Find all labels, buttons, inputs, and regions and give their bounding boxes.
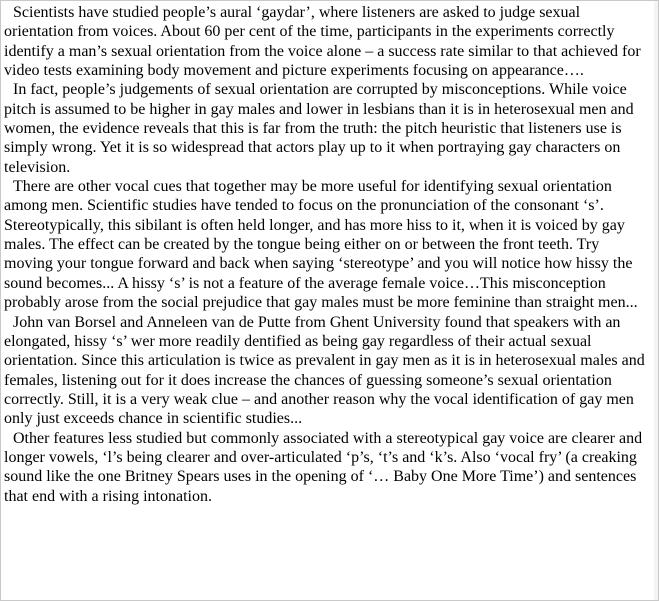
paragraph-2: In fact, people’s judgements of sexual orientation are corrupted by misconceptions. While voice pitch is assumed to be higher in gay males and lower in lesbians than it is in heterosexual men and women, the evidence reveals that this is far from the truth: the pitch heuristic that listeners use is simply wrong. Yet it is so widespread that actors play up to it when portraying gay characters on television. bbox=[4, 81, 634, 176]
scrollbar-track[interactable] bbox=[654, 1, 658, 600]
paragraph-4: John van Borsel and Anneleen van de Putte from Ghent University found that speakers with an elongated, hissy ‘s’ wer more readily dentified as being gay regardless of their actual sexual orientation. Since this articulation is twice as prevalent in gay men as it is in heterosexual males and females, listening out for it does increase the chances of guessing someone’s sexual orientation correctly. Still, it is a very weak clue – and another reason why the vocal identification of gay men only just exceeds chance in scientific studies... bbox=[4, 313, 645, 428]
paragraph-5: Other features less studied but commonly associated with a stereotypical gay voice are clearer and longer vowels, ‘l’s being clearer and over-articulated ‘p’s, ‘t’s and ‘k’s. Also ‘vocal fry’ (a creaking sound like the one Britney Spears uses in the opening of ‘… Baby One More Time’) and sentences that end with a rising intonation. bbox=[4, 429, 643, 505]
paragraph-1: Scientists have studied people’s aural ‘gaydar’, where listeners are asked to judge sexual orientation from voices. About 60 per cent of the time, participants in the experiments correctly identify a man’s sexual orientation from the voice alone – a success rate similar to that achieved for video tests examining body movement and picture experiments focusing on appearance…. bbox=[4, 4, 641, 80]
paragraph-3: There are other vocal cues that together may be more useful for identifying sexual orientation among men. Scientific studies have tended to focus on the pronunciation of the consonant ‘s’. Stereotypically, this sibilant is often held longer, and has more hiss to it, when it is voiced by gay males. The effect can be created by the tongue being either on or between the front teeth. Try moving your tongue forward and back when saying ‘stereotype’ and you will notice how hissy the sound becomes... A hissy ‘s’ is not a feature of the average female voice…This misconception probably arose from the social prejudice that gay males must be more feminine than straight men... bbox=[4, 178, 638, 312]
passage-body bbox=[4, 3, 652, 506]
